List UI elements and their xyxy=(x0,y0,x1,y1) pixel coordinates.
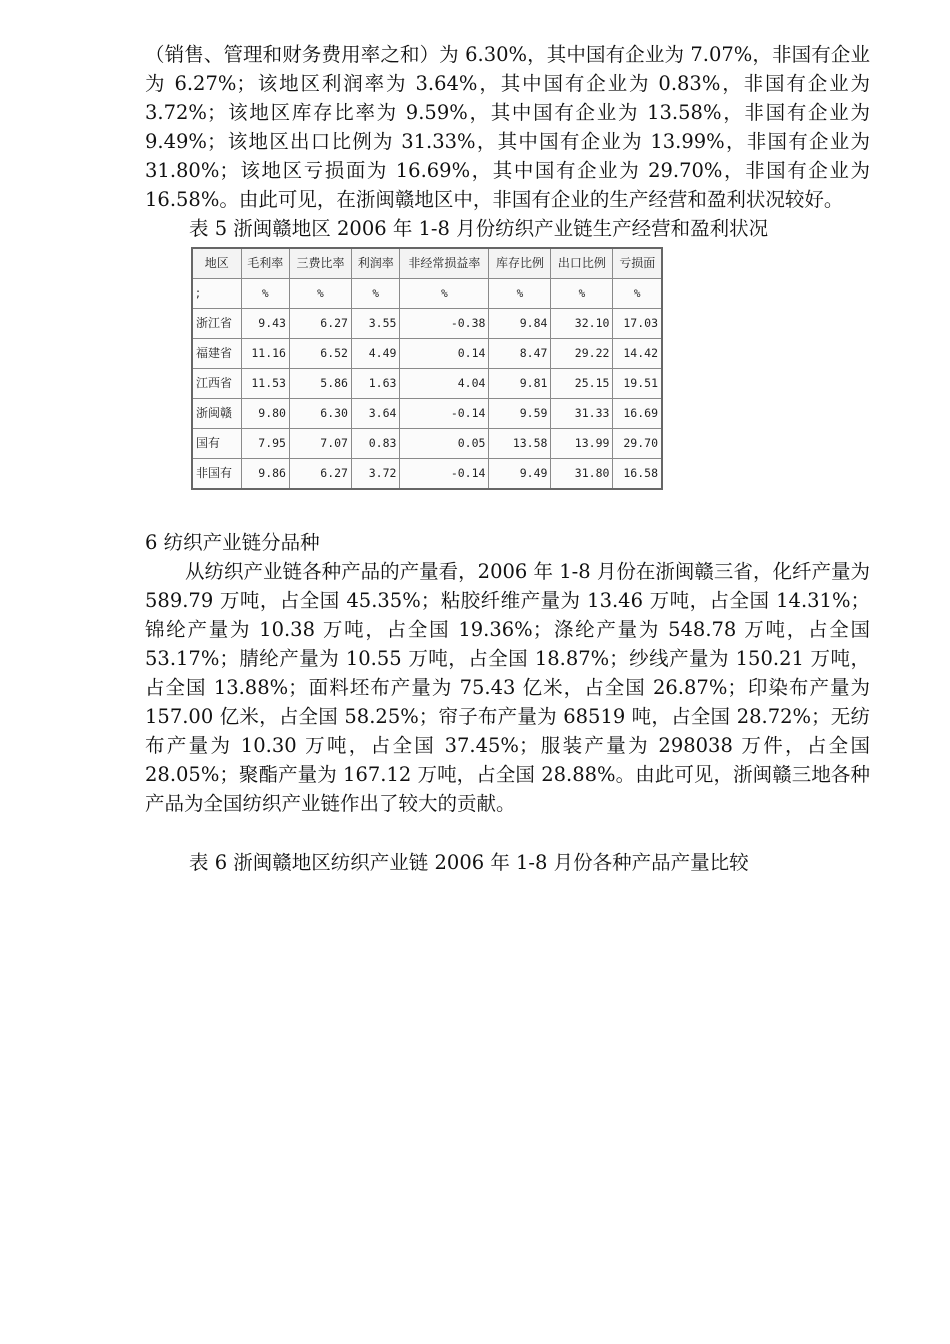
table5-value-cell: 29.22 xyxy=(551,339,613,369)
table5-value-cell: 16.69 xyxy=(613,399,662,429)
table5-unit-cell: % xyxy=(613,279,662,309)
paragraph-product-output: 从纺织产业链各种产品的产量看，2006 年 1-8 月份在浙闽赣三省，化纤产量为 589.79 万吨，占全国 45.35%；粘胶纤维产量为 13.46 万吨，占全国 14.31%；锦纶产量为 10.38 万吨，占全国 19.36%；涤纶产量为 548.78 万吨，占全国 53.17%；腈纶产量为 10.55 万吨，占全国 18.87%；纱线产量为 150.21 万吨，占全国 13.88%；面料坯布产量为 75.43 亿米，占全国 26.87%；印染布产量为 157.00 亿米，占全国 58.25%；帘子布产量为 68519 吨，占全国 28.72%；无纺布产量为 10.30 万吨，占全国 37.45%；服装产量为 298038 万件，占全国 28.05%；聚酯产量为 167.12 万吨，占全国 28.88%。由此可见，浙闽赣三地各种产品为全国纺织产业链作出了较大的贡献。 xyxy=(145,560,870,815)
table5-value-cell: 9.86 xyxy=(241,459,289,490)
table5-value-cell: 9.81 xyxy=(489,369,551,399)
table5-value-cell: 9.43 xyxy=(241,309,289,339)
table5-value-cell: 19.51 xyxy=(613,369,662,399)
table5-region-cell: 福建省 xyxy=(192,339,241,369)
table5-header-cell: 毛利率 xyxy=(241,248,289,279)
table5-value-cell: 9.49 xyxy=(489,459,551,490)
table5-value-cell: 29.70 xyxy=(613,429,662,459)
table5-value-cell: 3.55 xyxy=(351,309,399,339)
table5-header-cell: 亏损面 xyxy=(613,248,662,279)
table5-value-cell: 11.16 xyxy=(241,339,289,369)
table5-header-cell: 三费比率 xyxy=(289,248,351,279)
table5-value-cell: 3.72 xyxy=(351,459,399,490)
table5-header-row xyxy=(192,248,662,279)
table5-unit-cell: % xyxy=(351,279,399,309)
document-page xyxy=(145,40,870,877)
table-row xyxy=(192,309,662,339)
table6-caption: 表 6 浙闽赣地区纺织产业链 2006 年 1-8 月份各种产品产量比较 xyxy=(189,851,749,874)
table5 xyxy=(191,247,663,490)
table5-value-cell: 6.52 xyxy=(289,339,351,369)
table5-region-cell: 浙江省 xyxy=(192,309,241,339)
table5-value-cell: 7.95 xyxy=(241,429,289,459)
table5-region-cell: 浙闽赣 xyxy=(192,399,241,429)
table-row xyxy=(192,429,662,459)
table5-unit-row xyxy=(192,279,662,309)
paragraph-cost-profit-summary: （销售、管理和财务费用率之和）为 6.30%，其中国有企业为 7.07%，非国有企业为 6.27%；该地区利润率为 3.64%，其中国有企业为 0.83%，非国有企业为 3.72%；该地区库存比率为 9.59%，其中国有企业为 13.58%，非国有企业为 9.49%；该地区出口比例为 31.33%，其中国有企业为 13.99%，非国有企业为 31.80%；该地区亏损面为 16.69%，其中国有企业为 29.70%，非国有企业为 16.58%。由此可见，在浙闽赣地区中，非国有企业的生产经营和盈利状况较好。 xyxy=(145,43,870,211)
table5-unit-cell: % xyxy=(551,279,613,309)
table5-header-cell: 利润率 xyxy=(351,248,399,279)
table5-value-cell: 31.33 xyxy=(551,399,613,429)
table5-value-cell: 7.07 xyxy=(289,429,351,459)
table5-value-cell: -0.38 xyxy=(400,309,489,339)
table5-value-cell: 8.47 xyxy=(489,339,551,369)
table5-region-cell: 国有 xyxy=(192,429,241,459)
table5-value-cell: 0.14 xyxy=(400,339,489,369)
table5-value-cell: -0.14 xyxy=(400,399,489,429)
table5-value-cell: 1.63 xyxy=(351,369,399,399)
table5-value-cell: 16.58 xyxy=(613,459,662,490)
table5-region-cell: 非国有 xyxy=(192,459,241,490)
table5-value-cell: 6.27 xyxy=(289,459,351,490)
table5-value-cell: 13.99 xyxy=(551,429,613,459)
table5-value-cell: 9.84 xyxy=(489,309,551,339)
table5-value-cell: 3.64 xyxy=(351,399,399,429)
table5-unit-cell: % xyxy=(289,279,351,309)
table5-value-cell: 14.42 xyxy=(613,339,662,369)
table5-image xyxy=(191,247,663,490)
section-6-heading: 6 纺织产业链分品种 xyxy=(145,531,320,554)
table5-value-cell: 0.05 xyxy=(400,429,489,459)
table5-value-cell: 11.53 xyxy=(241,369,289,399)
table5-header-cell: 地区 xyxy=(192,248,241,279)
table5-value-cell: 0.83 xyxy=(351,429,399,459)
table5-header-cell: 非经常损益率 xyxy=(400,248,489,279)
table5-unit-cell: % xyxy=(489,279,551,309)
table5-value-cell: -0.14 xyxy=(400,459,489,490)
table5-unit-cell: ; xyxy=(192,279,241,309)
table5-value-cell: 6.30 xyxy=(289,399,351,429)
table5-value-cell: 6.27 xyxy=(289,309,351,339)
table5-region-cell: 江西省 xyxy=(192,369,241,399)
table5-caption: 表 5 浙闽赣地区 2006 年 1-8 月份纺织产业链生产经营和盈利状况 xyxy=(189,217,769,240)
table5-value-cell: 32.10 xyxy=(551,309,613,339)
table5-unit-cell: % xyxy=(400,279,489,309)
table-row xyxy=(192,459,662,490)
table5-value-cell: 5.86 xyxy=(289,369,351,399)
table5-value-cell: 4.04 xyxy=(400,369,489,399)
table5-value-cell: 4.49 xyxy=(351,339,399,369)
table5-header-cell: 库存比例 xyxy=(489,248,551,279)
table5-value-cell: 9.59 xyxy=(489,399,551,429)
table-row xyxy=(192,369,662,399)
table-row xyxy=(192,399,662,429)
table5-value-cell: 25.15 xyxy=(551,369,613,399)
table5-value-cell: 9.80 xyxy=(241,399,289,429)
table5-unit-cell: % xyxy=(241,279,289,309)
table-row xyxy=(192,339,662,369)
table5-header-cell: 出口比例 xyxy=(551,248,613,279)
table5-value-cell: 31.80 xyxy=(551,459,613,490)
table5-value-cell: 13.58 xyxy=(489,429,551,459)
table5-value-cell: 17.03 xyxy=(613,309,662,339)
